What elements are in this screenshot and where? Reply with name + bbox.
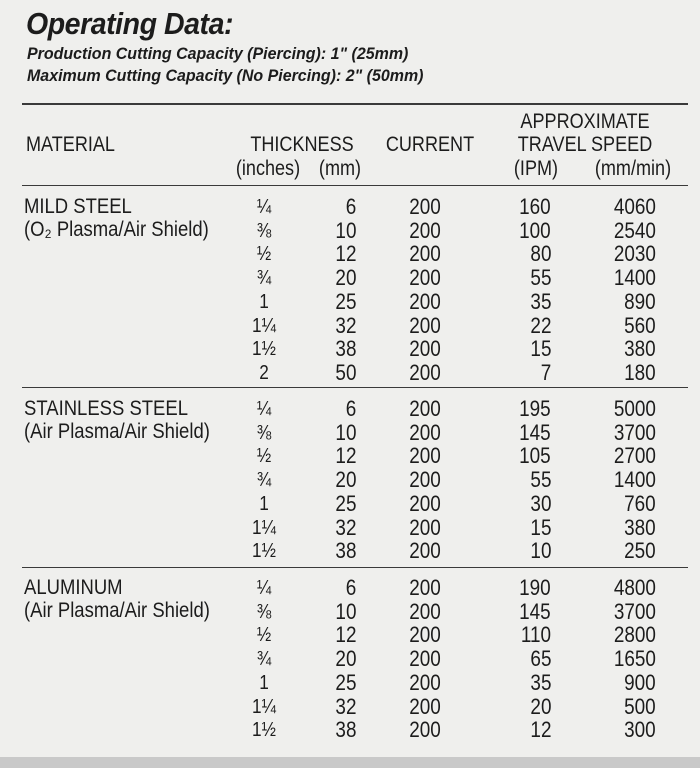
- speed-mm-min-cell: 1400: [613, 467, 656, 493]
- current-cell: 200: [409, 336, 441, 362]
- table-row: [0, 314, 700, 338]
- table-row: [0, 361, 700, 385]
- speed-mm-min-cell: 4800: [613, 575, 656, 600]
- thickness-mm-cell: 32: [334, 514, 356, 540]
- thickness-inches-cell: ¾: [256, 648, 272, 671]
- thickness-inches-cell: 1: [259, 671, 269, 694]
- current-cell: 200: [409, 490, 441, 516]
- table-row: [0, 516, 700, 540]
- header-mm: (mm): [318, 157, 362, 180]
- table-row: [0, 397, 700, 421]
- speed-mm-min-cell: 560: [624, 312, 656, 338]
- speed-ipm-cell: 35: [529, 669, 551, 695]
- material-process: (Air Plasma/Air Shield): [24, 420, 210, 443]
- current-cell: 200: [409, 646, 441, 672]
- table-row: [0, 337, 700, 361]
- thickness-mm-cell: 32: [334, 693, 356, 719]
- thickness-inches-cell: ⅜: [256, 421, 272, 444]
- maximum-capacity: Maximum Cutting Capacity (No Piercing): 2" (50mm): [27, 66, 424, 85]
- thickness-inches-cell: 1¼: [252, 314, 276, 337]
- table-row: [0, 539, 700, 563]
- header-travel-speed: TRAVEL SPEED: [517, 133, 653, 156]
- current-cell: 200: [409, 467, 441, 493]
- thickness-inches-cell: ¼: [256, 196, 272, 218]
- thickness-mm-cell: 6: [345, 575, 356, 600]
- current-cell: 200: [409, 241, 441, 267]
- page-title: Operating Data:: [26, 6, 234, 41]
- current-cell: 200: [409, 265, 441, 291]
- current-cell: 200: [409, 717, 441, 743]
- table-row: [0, 290, 700, 314]
- thickness-inches-cell: 2: [259, 361, 269, 384]
- thickness-mm-cell: 25: [334, 288, 356, 314]
- current-cell: 200: [409, 359, 441, 385]
- speed-ipm-cell: 80: [529, 241, 551, 267]
- thickness-mm-cell: 20: [334, 265, 356, 291]
- thickness-mm-cell: 25: [334, 669, 356, 695]
- thickness-inches-cell: ½: [256, 445, 272, 468]
- thickness-mm-cell: 38: [334, 717, 356, 743]
- current-cell: 200: [409, 538, 441, 564]
- table-row: [0, 444, 700, 468]
- speed-mm-min-cell: 890: [624, 288, 656, 314]
- production-capacity: Production Cutting Capacity (Piercing): 1" (25mm): [27, 44, 409, 63]
- section-divider: [22, 387, 688, 388]
- current-cell: 200: [409, 598, 441, 624]
- table-row: [0, 219, 700, 243]
- material-process: (O₂ Plasma/Air Shield): [24, 218, 209, 241]
- current-cell: 200: [409, 194, 441, 219]
- current-cell: 200: [409, 514, 441, 540]
- speed-ipm-cell: 195: [519, 396, 551, 421]
- speed-ipm-cell: 160: [519, 194, 551, 219]
- header-mm-min: (mm/min): [594, 157, 672, 180]
- speed-mm-min-cell: 250: [624, 538, 656, 564]
- speed-mm-min-cell: 500: [624, 693, 656, 719]
- thickness-mm-cell: 12: [334, 622, 356, 648]
- speed-ipm-cell: 20: [529, 693, 551, 719]
- current-cell: 200: [409, 288, 441, 314]
- speed-ipm-cell: 7: [540, 359, 551, 385]
- thickness-mm-cell: 50: [334, 359, 356, 385]
- speed-mm-min-cell: 180: [624, 359, 656, 385]
- section-divider: [22, 567, 688, 568]
- thickness-mm-cell: 20: [334, 467, 356, 493]
- speed-ipm-cell: 145: [519, 419, 551, 445]
- table-row: [0, 492, 700, 516]
- speed-ipm-cell: 55: [529, 467, 551, 493]
- table-row: [0, 695, 700, 719]
- speed-ipm-cell: 190: [519, 575, 551, 600]
- speed-mm-min-cell: 1400: [613, 265, 656, 291]
- speed-mm-min-cell: 3700: [613, 419, 656, 445]
- thickness-mm-cell: 38: [334, 336, 356, 362]
- thickness-inches-cell: ¼: [256, 398, 272, 420]
- table-row: [0, 468, 700, 492]
- thickness-mm-cell: 20: [334, 646, 356, 672]
- speed-mm-min-cell: 1650: [613, 646, 656, 672]
- speed-mm-min-cell: 900: [624, 669, 656, 695]
- table-row: [0, 671, 700, 695]
- header-current: CURRENT: [385, 133, 475, 156]
- header-bottom-rule: [22, 185, 688, 186]
- thickness-inches-cell: 1¼: [252, 516, 276, 539]
- thickness-mm-cell: 10: [334, 598, 356, 624]
- table-row: [0, 421, 700, 445]
- header-top-rule: [22, 103, 688, 105]
- speed-mm-min-cell: 380: [624, 336, 656, 362]
- current-cell: 200: [409, 693, 441, 719]
- table-row: [0, 242, 700, 266]
- scan-edge: [0, 757, 700, 768]
- thickness-mm-cell: 38: [334, 538, 356, 564]
- speed-mm-min-cell: 2700: [613, 443, 656, 469]
- table-row: [0, 718, 700, 742]
- thickness-inches-cell: ⅜: [256, 219, 272, 242]
- thickness-mm-cell: 32: [334, 312, 356, 338]
- speed-mm-min-cell: 5000: [613, 396, 656, 421]
- material-name: MILD STEEL: [24, 195, 132, 218]
- speed-mm-min-cell: 760: [624, 490, 656, 516]
- current-cell: 200: [409, 396, 441, 421]
- thickness-inches-cell: ¾: [256, 469, 272, 492]
- thickness-inches-cell: 1½: [252, 338, 276, 361]
- speed-ipm-cell: 55: [529, 265, 551, 291]
- table-row: [0, 576, 700, 600]
- current-cell: 200: [409, 575, 441, 600]
- thickness-inches-cell: ⅜: [256, 600, 272, 623]
- header-approximate: APPROXIMATE: [520, 110, 650, 133]
- thickness-inches-cell: 1½: [252, 719, 276, 742]
- table-row: [0, 623, 700, 647]
- material-name: STAINLESS STEEL: [24, 397, 188, 420]
- header-inches: (inches): [235, 157, 301, 180]
- speed-ipm-cell: 145: [519, 598, 551, 624]
- speed-ipm-cell: 15: [529, 514, 551, 540]
- material-process: (Air Plasma/Air Shield): [24, 599, 210, 622]
- speed-mm-min-cell: 2540: [613, 217, 656, 243]
- header-material: MATERIAL: [26, 133, 115, 156]
- thickness-mm-cell: 25: [334, 490, 356, 516]
- thickness-inches-cell: ¼: [256, 577, 272, 599]
- speed-ipm-cell: 105: [519, 443, 551, 469]
- speed-mm-min-cell: 3700: [613, 598, 656, 624]
- header-thickness: THICKNESS: [250, 133, 354, 156]
- speed-ipm-cell: 30: [529, 490, 551, 516]
- table-row: [0, 195, 700, 219]
- current-cell: 200: [409, 312, 441, 338]
- material-name: ALUMINUM: [24, 576, 123, 599]
- thickness-mm-cell: 12: [334, 443, 356, 469]
- speed-ipm-cell: 12: [529, 717, 551, 743]
- speed-mm-min-cell: 300: [624, 717, 656, 743]
- speed-ipm-cell: 110: [520, 622, 551, 648]
- thickness-mm-cell: 6: [345, 194, 356, 219]
- thickness-inches-cell: 1¼: [252, 695, 276, 718]
- speed-ipm-cell: 35: [529, 288, 551, 314]
- current-cell: 200: [409, 622, 441, 648]
- speed-ipm-cell: 100: [519, 217, 551, 243]
- thickness-inches-cell: ½: [256, 624, 272, 647]
- current-cell: 200: [409, 419, 441, 445]
- thickness-inches-cell: 1: [259, 290, 269, 313]
- thickness-mm-cell: 6: [345, 396, 356, 421]
- header-ipm: (IPM): [513, 157, 559, 180]
- speed-ipm-cell: 15: [529, 336, 551, 362]
- thickness-mm-cell: 12: [334, 241, 356, 267]
- thickness-inches-cell: 1½: [252, 540, 276, 563]
- speed-ipm-cell: 10: [529, 538, 551, 564]
- thickness-inches-cell: ¾: [256, 267, 272, 290]
- current-cell: 200: [409, 217, 441, 243]
- table-row: [0, 647, 700, 671]
- speed-mm-min-cell: 2030: [613, 241, 656, 267]
- speed-mm-min-cell: 380: [624, 514, 656, 540]
- speed-ipm-cell: 22: [529, 312, 551, 338]
- speed-ipm-cell: 65: [529, 646, 551, 672]
- thickness-mm-cell: 10: [334, 419, 356, 445]
- thickness-mm-cell: 10: [334, 217, 356, 243]
- current-cell: 200: [409, 443, 441, 469]
- table-row: [0, 600, 700, 624]
- thickness-inches-cell: ½: [256, 243, 272, 266]
- speed-mm-min-cell: 4060: [613, 194, 656, 219]
- speed-mm-min-cell: 2800: [613, 622, 656, 648]
- current-cell: 200: [409, 669, 441, 695]
- table-row: [0, 266, 700, 290]
- thickness-inches-cell: 1: [259, 492, 269, 515]
